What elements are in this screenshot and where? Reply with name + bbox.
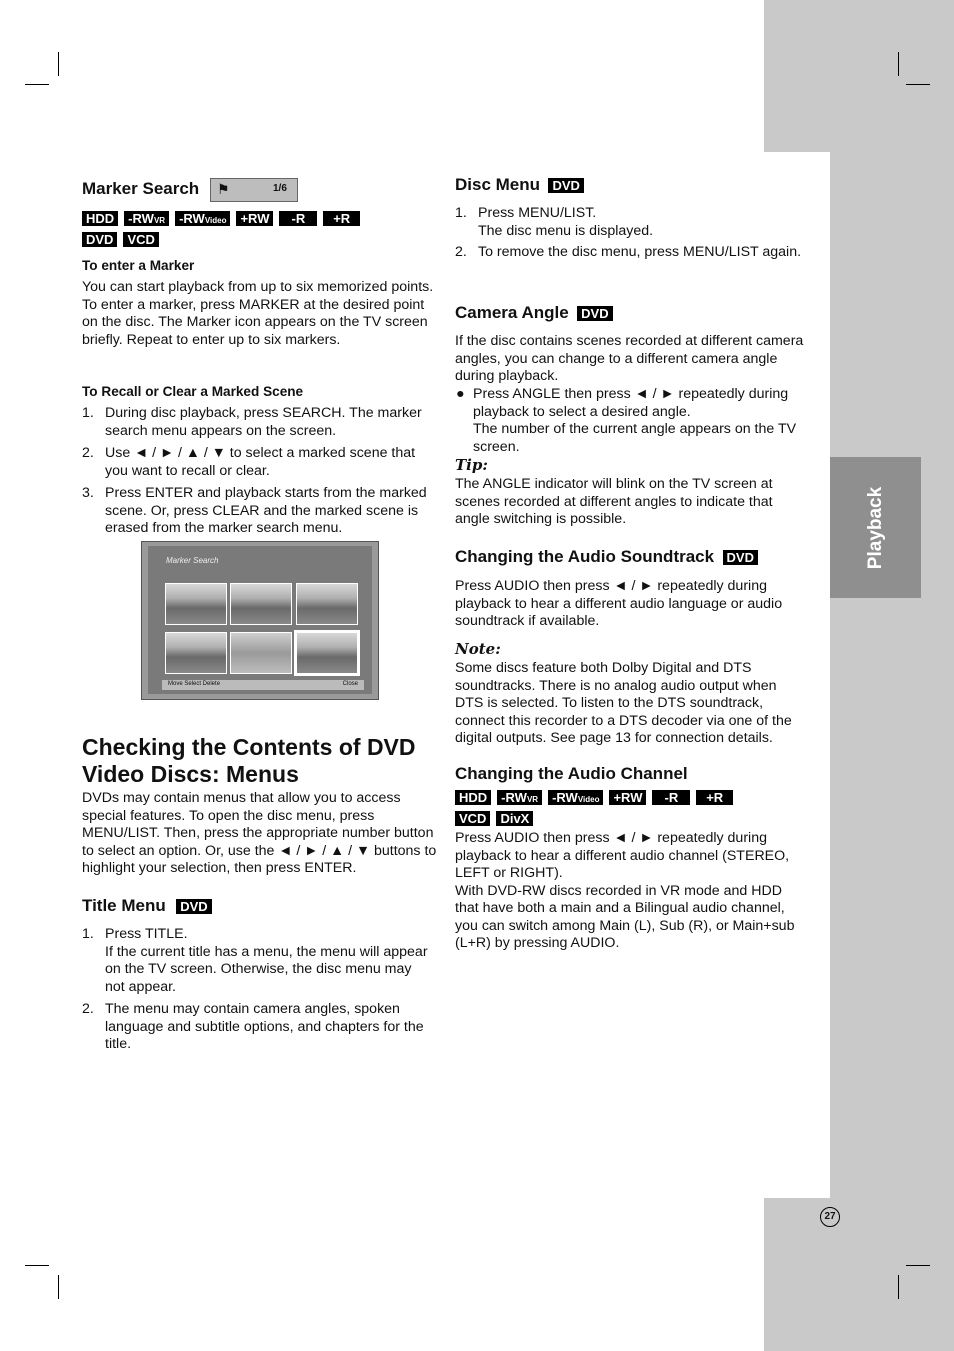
disc-menu-steps [455,205,805,262]
list-item: 3. Press ENTER and playback starts from the marked scene. Or, press CLEAR and the marked scene is erased from the marker search menu. [82,485,427,536]
note-label: Note: [455,640,501,658]
marker-search-screen [141,541,379,700]
gray-margin-top [764,0,954,152]
crop-mark [58,52,59,76]
recall-steps [82,405,434,538]
list-item: 2. The menu may contain camera angles, spoken language and subtitle options, and chapters for the title. [82,1001,424,1052]
badge-rw-vr: -RWVR [124,211,169,226]
audio-soundtrack-heading: Changing the Audio Soundtrack [455,547,715,566]
marker-thumbnail [230,583,292,625]
badge-dvd: DVD [548,178,583,193]
badge-plus-r: +R [323,211,360,226]
gray-margin-right [830,152,954,1199]
checking-contents-heading: Checking the Contents of DVD Video Discs: Menus [82,734,416,787]
screen-title: Marker Search [166,556,219,565]
badge-hdd: HDD [82,211,118,226]
badge-minus-r: -R [652,790,690,805]
audio-channel-format-badges [455,789,739,810]
recall-heading: To Recall or Clear a Marked Scene [82,384,304,399]
badge-rw-vr: -RWVR [497,790,542,805]
marker-search-icon [210,178,298,202]
camera-angle-bullet [455,386,807,456]
marker-counter: 1/6 [273,183,287,194]
marker-search-heading: Marker Search [82,179,200,198]
badge-plus-r: +R [696,790,733,805]
badge-rw-video: -RWVideo [175,211,230,226]
crop-mark [906,1265,930,1266]
audio-soundtrack-text: Press AUDIO then press ◄ / ► repeatedly during playback to hear a different audio language or audio soundtrack if available. [455,578,783,629]
marker-search-heading-row [82,179,199,199]
crop-mark [25,1265,49,1266]
audio-soundtrack-heading-row [455,547,764,567]
badge-dvd: DVD [723,550,758,565]
marker-format-badges-row2 [82,231,165,252]
screen-footer [162,680,364,690]
screen-footer-right: Close [342,681,358,687]
audio-channel-heading-row [455,764,688,784]
crop-mark [25,84,49,85]
badge-minus-r: -R [279,211,317,226]
crop-mark [906,84,930,85]
audio-channel-text2: With DVD-RW discs recorded in VR mode and HDD that have both a main and a Bilingual audio channel, you can switch among Main (L), Sub (R), or Main+sub (L+R) by pressing AUDIO. [455,882,795,951]
badge-dvd: DVD [82,232,117,247]
badge-dvd: DVD [176,899,211,914]
audio-channel-text [455,830,805,953]
title-menu-steps [82,926,434,1054]
list-item: 2. Use ◄ / ► / ▲ / ▼ to select a marked scene that you want to recall or clear. [82,445,416,479]
crop-mark [898,1275,899,1299]
list-item: 1. Press TITLE. If the current title has a menu, the menu will appear on the TV screen. Otherwise, the disc menu may not appear. [82,926,428,995]
tip-text: The ANGLE indicator will blink on the TV screen at scenes recorded at different angles to indicate that angle switching is possible. [455,476,773,527]
badge-vcd: VCD [123,232,158,247]
audio-channel-text1: Press AUDIO then press ◄ / ► repeatedly during playback to hear a different audio channel (STEREO, LEFT or RIGHT). [455,830,790,881]
marker-thumbnail [296,583,358,625]
list-item: 2. To remove the disc menu, press MENU/LIST again. [455,244,802,260]
camera-angle-heading: Camera Angle [455,303,569,322]
badge-vcd: VCD [455,811,490,826]
title-menu-heading: Title Menu [82,896,166,915]
marker-thumbnail [165,632,227,674]
marker-thumbnail-selected [296,632,358,674]
section-tab-label: Playback [864,486,886,569]
screen-panel [148,546,372,694]
disc-menu-heading: Disc Menu [455,175,541,194]
screen-footer-left: Move Select Delete [168,681,221,687]
bullet-icon: ● [456,386,465,402]
list-item: 1. Press MENU/LIST. The disc menu is displayed. [455,205,654,239]
badge-rw-video: -RWVideo [548,790,603,805]
audio-channel-format-badges-row2 [455,810,539,831]
audio-channel-heading: Changing the Audio Channel [455,764,688,783]
badge-dvd: DVD [577,306,612,321]
disc-menu-heading-row [455,175,590,195]
gray-margin-bottom [764,1198,954,1351]
crop-mark [898,52,899,76]
title-menu-heading-row [82,896,218,916]
list-item: ● Press ANGLE then press ◄ / ► repeatedly during playback to select a desired angle. The number of the current angle appears on the TV screen. [456,386,797,455]
camera-angle-heading-row [455,303,619,323]
tip-label: Tip: [455,456,488,474]
section-tab [830,457,921,598]
note-text: Some discs feature both Dolby Digital and DTS soundtracks. There is no analog audio output when DTS is selected. To listen to the DTS soundtrack, connect this recorder to a DTS decoder via one of the digital outputs. See page 13 for connection details. [455,660,792,746]
badge-hdd: HDD [455,790,491,805]
badge-divx: DivX [496,811,533,826]
marker-flag-icon: ⚑ [217,181,230,197]
marker-thumbnail [165,583,227,625]
camera-angle-text: If the disc contains scenes recorded at different camera angles, you can change to a different camera angle during playback. [455,333,804,384]
marker-thumbnail [230,632,292,674]
badge-plus-rw: +RW [236,211,273,226]
badge-plus-rw: +RW [609,790,646,805]
crop-mark [58,1275,59,1299]
checking-contents-text: DVDs may contain menus that allow you to access special features. To open the disc menu, press MENU/LIST. Then, press the appropriate number button to select an option. Or, use the ◄ / ► / ▲ / ▼ buttons to highlight your selection, then press ENTER. [82,790,437,876]
list-item: 1. During disc playback, press SEARCH. The marker search menu appears on the screen. [82,405,422,439]
enter-marker-text: You can start playback from up to six memorized points. To enter a marker, press MARKER at the desired point on the disc. The Marker icon appears on the TV screen briefly. Repeat to enter up to six markers. [82,279,434,348]
page-number: 27 [820,1207,840,1227]
marker-format-badges [82,210,366,231]
enter-marker-heading: To enter a Marker [82,258,195,273]
